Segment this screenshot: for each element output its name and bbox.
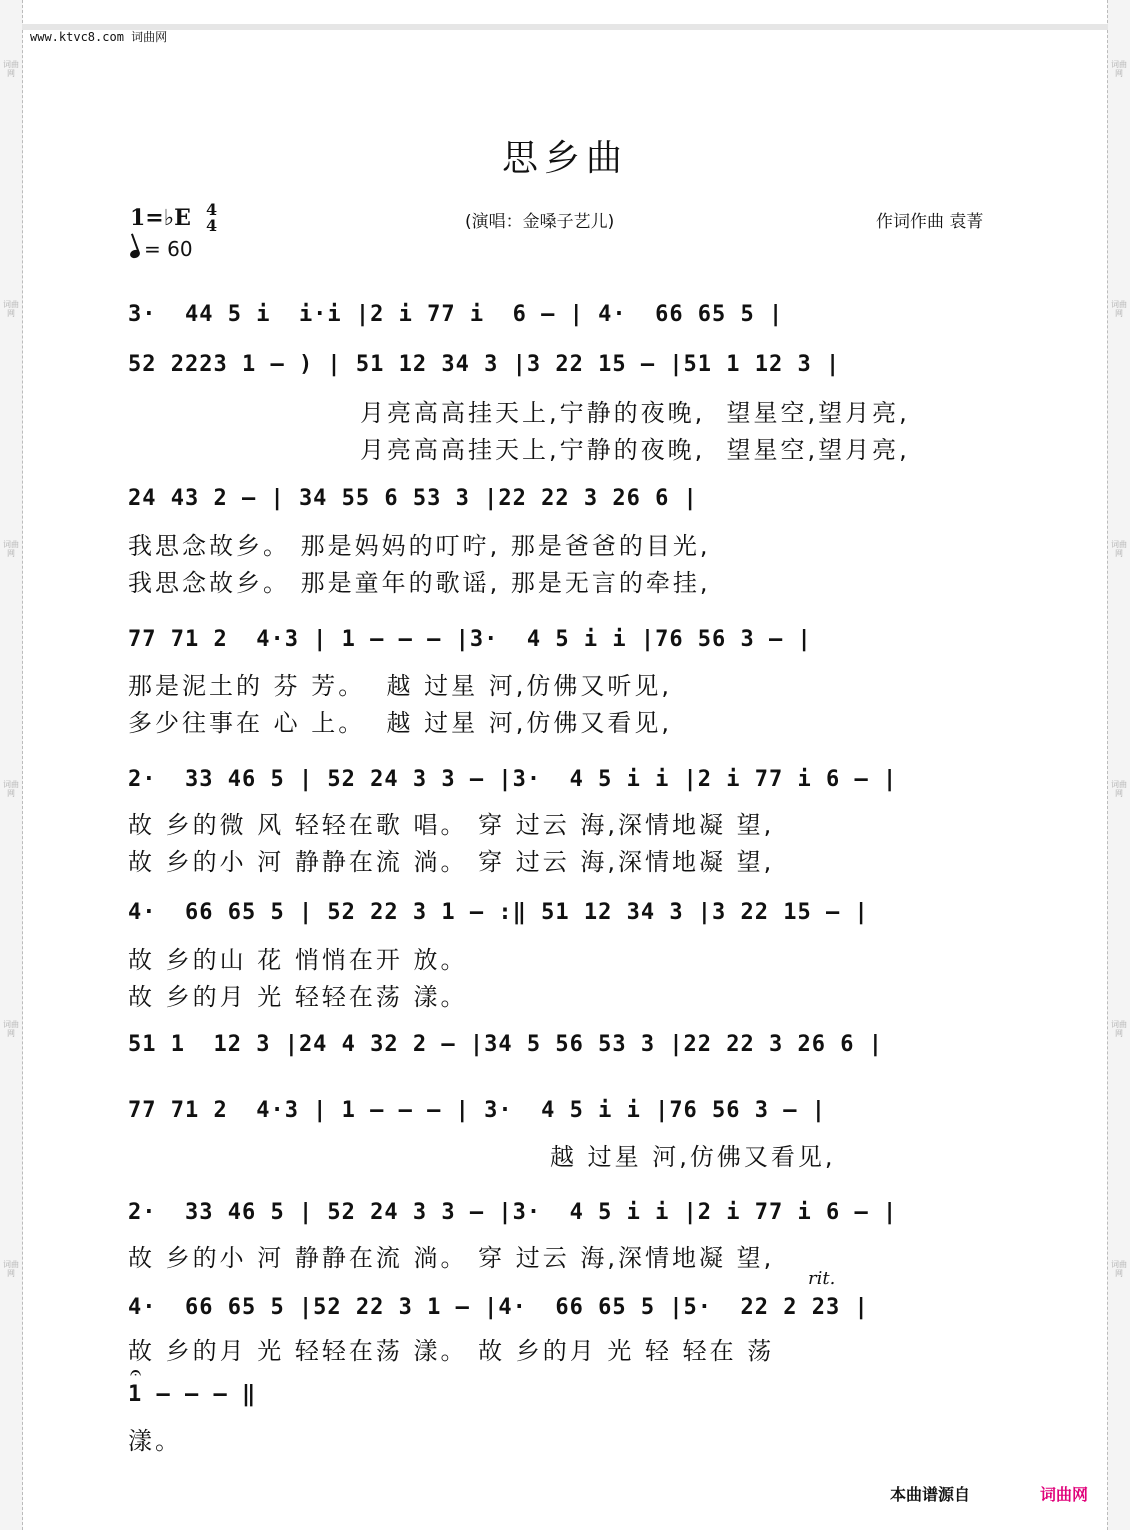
notation-line: 1 – – – ‖ — [128, 1382, 257, 1407]
footer-source-label: 本曲谱源自 — [890, 1485, 971, 1504]
notation-line: 52 2223 1 – ) | 51 12 34 3 |3 22 15 – |51 1 12 3 | — [128, 352, 841, 377]
lyric-line: 故 乡的月 光 轻轻在荡 漾。 故 乡的月 光 轻 轻在 荡 — [128, 1337, 775, 1365]
ritardando-marking: rit. — [808, 1268, 836, 1289]
right-margin-strip — [1107, 0, 1130, 1530]
lyric-line: 故 乡的小 河 静静在流 淌。 穿 过云 海,深情地凝 望, — [128, 1244, 775, 1272]
lyric-line: 我思念故乡。 那是妈妈的叮咛, 那是爸爸的目光, — [128, 532, 711, 560]
notation-line: 4· 66 65 5 |52 22 3 1 – |4· 66 65 5 |5· 22 2 23 | — [128, 1295, 869, 1320]
watermark-right: 词曲网 — [1111, 1260, 1127, 1278]
tempo-value: = 60 — [144, 237, 193, 261]
footer-brand-link[interactable]: 词曲网 — [1040, 1485, 1089, 1504]
notation-line: 2· 33 46 5 | 52 24 3 3 – |3· 4 5 i i |2 i 77 i 6 – | — [128, 1200, 898, 1225]
fermata-icon: 𝄐 — [130, 1360, 142, 1384]
watermark-right: 词曲网 — [1111, 1020, 1127, 1038]
lyric-line: 我思念故乡。 那是童年的歌谣, 那是无言的牵挂, — [128, 569, 711, 597]
singer-credit: (演唱：金嗓子艺儿) — [465, 212, 615, 232]
lyric-line: 多少往事在 心 上。 越 过星 河,仿佛又看见, — [128, 709, 673, 737]
composer-credit: 作词作曲 袁菁 — [876, 212, 984, 232]
notation-line: 51 1 12 3 |24 4 32 2 – |34 5 56 53 3 |22 22 3 26 6 | — [128, 1032, 883, 1057]
lyric-line: 故 乡的山 花 悄悄在开 放。 — [128, 946, 468, 974]
notation-line: 77 71 2 4·3 | 1 – – – |3· 4 5 i i |76 56 3 – | — [128, 627, 812, 652]
lyric-line: 那是泥土的 芬 芳。 越 过星 河,仿佛又听见, — [128, 672, 673, 700]
tempo-marking — [130, 237, 193, 261]
watermark-right: 词曲网 — [1111, 780, 1127, 798]
notation-line: 24 43 2 – | 34 55 6 53 3 |22 22 3 26 6 | — [128, 486, 698, 511]
notation-line: 77 71 2 4·3 | 1 – – – | 3· 4 5 i i |76 56 3 – | — [128, 1098, 827, 1123]
quarter-note-icon — [129, 249, 141, 260]
watermark-left: 词曲网 — [3, 300, 19, 318]
site-url[interactable]: www.ktvc8.com 词曲网 — [30, 30, 168, 44]
key-signature: 1=♭E — [130, 205, 191, 231]
watermark-left: 词曲网 — [3, 60, 19, 78]
time-signature-bottom: 4 — [206, 216, 218, 235]
lyric-line: 漾。 — [128, 1427, 182, 1455]
watermark-left: 词曲网 — [3, 1260, 19, 1278]
watermark-right: 词曲网 — [1111, 300, 1127, 318]
watermark-right: 词曲网 — [1111, 540, 1127, 558]
watermark-left: 词曲网 — [3, 1020, 19, 1038]
watermark-left: 词曲网 — [3, 780, 19, 798]
notation-line: 4· 66 65 5 | 52 22 3 1 – :‖ 51 12 34 3 |3 22 15 – | — [128, 900, 869, 925]
lyric-line: 故 乡的月 光 轻轻在荡 漾。 — [128, 983, 468, 1011]
lyric-line: 故 乡的微 风 轻轻在歌 唱。 穿 过云 海,深情地凝 望, — [128, 811, 775, 839]
top-bar — [22, 24, 1108, 30]
time-signature-top: 4 — [206, 200, 218, 219]
watermark-right: 词曲网 — [1111, 60, 1127, 78]
notation-line: 3· 44 5 i i·i |2 i 77 i 6 – | 4· 66 65 5 | — [128, 302, 784, 327]
lyric-line: 月亮高高挂天上,宁静的夜晚, 望星空,望月亮, — [360, 436, 910, 464]
watermark-left: 词曲网 — [3, 540, 19, 558]
notation-line: 2· 33 46 5 | 52 24 3 3 – |3· 4 5 i i |2 i 77 i 6 – | — [128, 767, 898, 792]
song-title: 思乡曲 — [501, 138, 628, 179]
lyric-line: 故 乡的小 河 静静在流 淌。 穿 过云 海,深情地凝 望, — [128, 848, 775, 876]
lyric-line: 越 过星 河,仿佛又看见, — [550, 1143, 836, 1171]
lyric-line: 月亮高高挂天上,宁静的夜晚, 望星空,望月亮, — [360, 399, 910, 427]
left-margin-strip — [0, 0, 23, 1530]
time-signature — [206, 202, 217, 234]
